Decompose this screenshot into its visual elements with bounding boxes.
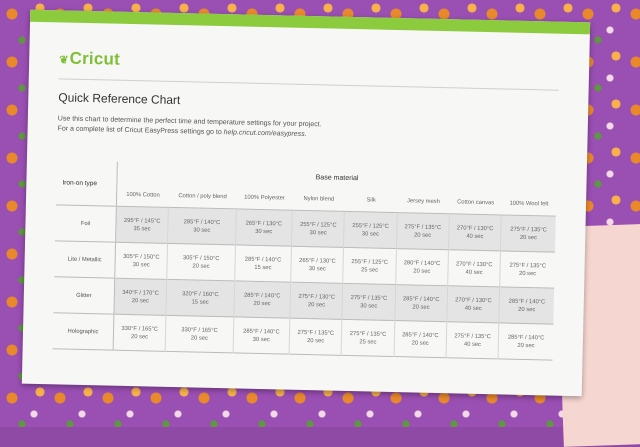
- time-value: 20 sec: [412, 303, 430, 311]
- iron-on-type-header: Iron-on type: [56, 160, 117, 206]
- setting-cell: [114, 278, 167, 315]
- setting-cell: [448, 250, 501, 287]
- column-header: Jersey mesh: [397, 190, 450, 214]
- time-value: 20 sec: [253, 300, 271, 307]
- setting-cell: [165, 315, 233, 353]
- temperature-value: 330°F / 165°C: [181, 326, 218, 334]
- iron-on-type-cell: Glitter: [53, 277, 114, 314]
- setting-cell: [233, 317, 290, 354]
- time-value: 30 sec: [252, 336, 270, 343]
- time-value: 20 sec: [519, 234, 538, 241]
- temperature-value: 285°F / 140°C: [508, 298, 546, 305]
- temperature-value: 265°F / 130°C: [299, 257, 336, 265]
- setting-cell: [394, 321, 447, 358]
- time-value: 20 sec: [413, 267, 431, 275]
- temperature-value: 285°F / 140°C: [244, 256, 282, 263]
- temperature-value: 305°F / 150°C: [182, 254, 220, 262]
- temperature-value: 255°F / 125°C: [299, 221, 337, 229]
- setting-cell: [499, 287, 554, 324]
- time-value: 35 sec: [133, 225, 151, 232]
- table-body: [53, 205, 556, 360]
- settings-table: [53, 160, 557, 360]
- time-value: 20 sec: [192, 262, 210, 270]
- time-value: 30 sec: [309, 229, 327, 236]
- time-value: 15 sec: [191, 298, 209, 306]
- setting-cell: [116, 206, 169, 243]
- setting-cell: [395, 249, 448, 286]
- time-value: 30 sec: [132, 261, 150, 268]
- time-value: 25 sec: [360, 266, 379, 274]
- temperature-value: 275°F / 135°C: [509, 262, 547, 269]
- setting-cell: [113, 314, 166, 351]
- time-value: 20 sec: [518, 306, 536, 313]
- temperature-value: 275°F / 130°C: [298, 293, 335, 301]
- temperature-value: 285°F / 140°C: [402, 295, 440, 303]
- leaf-icon: ❦: [59, 54, 69, 67]
- time-value: 20 sec: [307, 301, 326, 308]
- setting-cell: [395, 285, 448, 322]
- column-header: 100% Wool felt: [502, 192, 557, 216]
- column-header: Cotton canvas: [449, 191, 502, 215]
- setting-cell: [233, 281, 290, 318]
- setting-cell: [344, 211, 397, 248]
- setting-cell: [168, 207, 236, 245]
- cricut-logo: [59, 48, 120, 69]
- temperature-value: 280°F / 140°C: [403, 259, 441, 267]
- temperature-value: 285°F / 140°C: [507, 334, 545, 341]
- time-value: 20 sec: [307, 337, 325, 344]
- setting-cell: [342, 283, 395, 320]
- time-value: 40 sec: [466, 233, 484, 240]
- page-title: Quick Reference Chart: [58, 90, 181, 108]
- intro-line-2-prefix: For a complete list of Cricut EasyPress settings go to: [57, 125, 224, 137]
- time-value: 20 sec: [517, 342, 535, 349]
- temperature-value: 275°F / 135°C: [404, 223, 442, 231]
- setting-cell: [500, 251, 555, 288]
- temperature-value: 270°F / 130°C: [455, 260, 493, 268]
- setting-cell: [234, 245, 291, 282]
- time-value: 30 sec: [361, 230, 379, 238]
- temperature-value: 320°F / 160°C: [181, 290, 219, 298]
- intro-text: [57, 114, 321, 140]
- setting-cell: [501, 215, 556, 252]
- setting-cell: [292, 210, 345, 247]
- time-value: 30 sec: [255, 228, 273, 235]
- temperature-value: 270°F / 130°C: [456, 224, 494, 232]
- temperature-value: 330°F / 165°C: [121, 325, 159, 333]
- time-value: 20 sec: [518, 270, 537, 277]
- time-value: 40 sec: [464, 305, 482, 312]
- time-value: 25 sec: [359, 338, 377, 346]
- column-header: 100% Cotton: [116, 184, 169, 208]
- setting-cell: [115, 242, 168, 279]
- temperature-value: 285°F / 140°C: [243, 328, 280, 335]
- time-value: 20 sec: [414, 231, 432, 239]
- column-header: 100% Polyester: [236, 186, 293, 210]
- setting-cell: [291, 246, 344, 283]
- temperature-value: 285°F / 140°C: [402, 331, 439, 339]
- temperature-value: 265°F / 130°C: [245, 220, 283, 227]
- temperature-value: 275°F / 135°C: [454, 332, 491, 340]
- setting-cell: [448, 214, 501, 251]
- time-value: 20 sec: [131, 297, 149, 304]
- temperature-value: 255°F / 125°C: [351, 258, 389, 266]
- time-value: 20 sec: [411, 339, 429, 347]
- iron-on-type-cell: Foil: [55, 205, 116, 242]
- setting-cell: [447, 286, 500, 323]
- setting-cell: [167, 243, 235, 281]
- setting-cell: [235, 209, 292, 246]
- column-header: Cotton / poly blend: [169, 185, 237, 209]
- temperature-value: 275°F / 135°C: [297, 329, 335, 337]
- temperature-value: 275°F / 135°C: [349, 330, 387, 338]
- reference-card: [22, 10, 590, 397]
- column-header: Silk: [345, 189, 398, 213]
- temperature-value: 295°F / 145°C: [123, 217, 161, 225]
- setting-cell: [498, 323, 553, 360]
- intro-line-2-suffix: .: [304, 130, 307, 138]
- intro-line-1: Use this chart to determine the perfect time and temperature settings for your project.: [57, 115, 322, 129]
- setting-cell: [289, 318, 342, 355]
- time-value: 20 sec: [130, 333, 149, 340]
- column-header: Nylon blend: [292, 188, 345, 212]
- temperature-value: 305°F / 150°C: [123, 253, 160, 261]
- setting-cell: [166, 279, 234, 317]
- time-value: 40 sec: [463, 341, 482, 348]
- time-value: 15 sec: [254, 264, 272, 271]
- time-value: 30 sec: [308, 265, 326, 272]
- setting-cell: [341, 319, 394, 356]
- temperature-value: 340°F / 170°C: [122, 289, 159, 297]
- iron-on-type-cell: Lite / Metallic: [54, 241, 115, 278]
- time-value: 40 sec: [465, 269, 483, 276]
- base-material-header: Base material: [117, 162, 557, 194]
- iron-on-type-cell: Holographic: [53, 313, 114, 350]
- temperature-value: 255°F / 125°C: [352, 222, 389, 230]
- temperature-value: 275°F / 135°C: [350, 294, 388, 302]
- help-link[interactable]: help.cricut.com/easypress: [223, 129, 305, 138]
- time-value: 30 sec: [360, 302, 378, 310]
- header-divider: [59, 78, 559, 90]
- setting-cell: [446, 322, 499, 359]
- time-value: 30 sec: [193, 226, 211, 234]
- temperature-value: 285°F / 140°C: [183, 218, 221, 226]
- brand-name: Cricut: [69, 48, 121, 69]
- time-value: 20 sec: [190, 334, 208, 342]
- setting-cell: [290, 282, 343, 319]
- temperature-value: 285°F / 140°C: [243, 292, 281, 299]
- setting-cell: [396, 213, 449, 250]
- setting-cell: [343, 247, 396, 284]
- temperature-value: 270°F / 130°C: [455, 296, 492, 304]
- temperature-value: 275°F / 135°C: [510, 226, 547, 233]
